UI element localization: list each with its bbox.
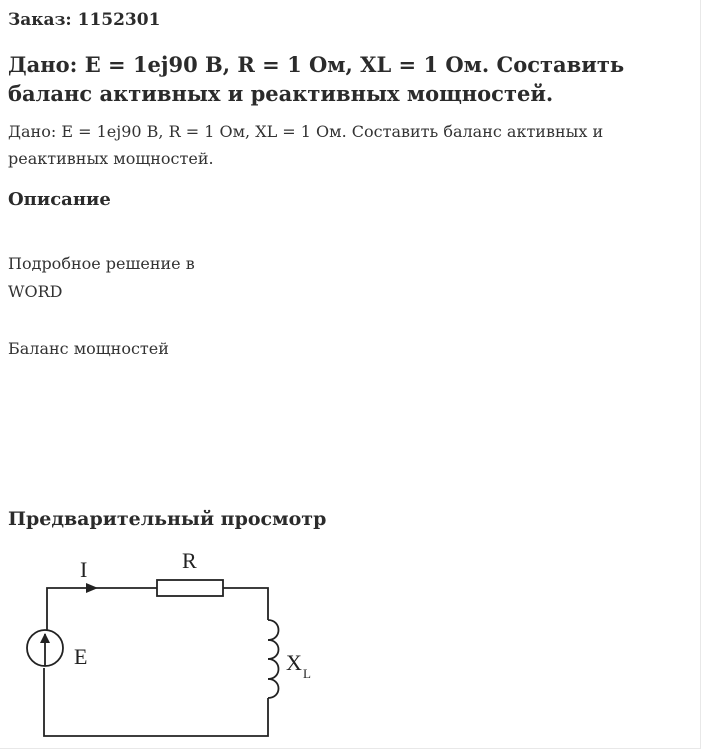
- source-label: E: [74, 644, 88, 669]
- preview-heading: Предварительный просмотр: [8, 508, 327, 530]
- reactance-subscript: L: [303, 666, 311, 681]
- resistor-icon: [157, 580, 223, 596]
- current-label: I: [80, 557, 88, 582]
- description-line: WORD: [8, 282, 63, 301]
- description-line: Баланс мощностей: [8, 339, 169, 358]
- order-number: Заказ: 1152301: [8, 10, 161, 30]
- reactance-label: X: [286, 650, 302, 675]
- voltage-source-icon: [27, 630, 63, 666]
- circuit-preview-image: [10, 540, 320, 745]
- description-heading: Описание: [8, 189, 111, 210]
- task-description-text: Дано: E = 1ej90 В, R = 1 Ом, XL = 1 Ом. Составить баланс активных и реактивных мощностей.: [8, 122, 604, 168]
- task-title: Дано: E = 1ej90 В, R = 1 Ом, XL = 1 Ом. Составить баланс активных и реактивных мощностей.: [8, 52, 625, 106]
- resistor-label: R: [182, 548, 197, 573]
- description-line: Подробное решение в: [8, 254, 195, 273]
